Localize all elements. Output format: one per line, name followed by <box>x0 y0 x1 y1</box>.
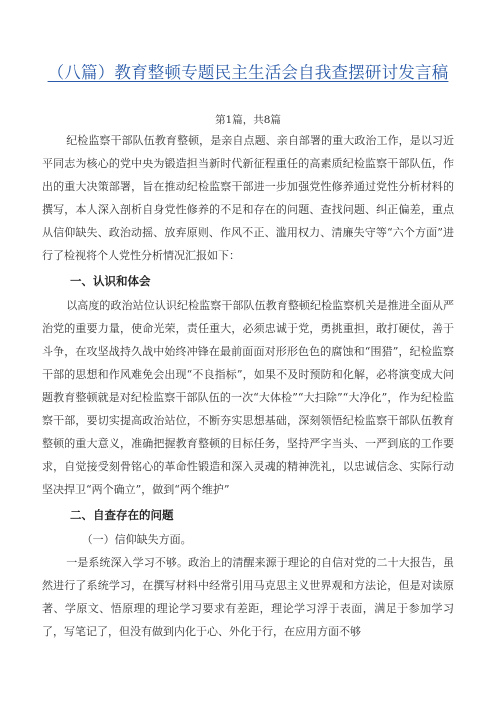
section-heading-1: 一、认识和体会 <box>70 274 151 288</box>
document-title[interactable]: （八篇）教育整顿专题民主生活会自我查摆研讨发言稿 <box>47 63 449 82</box>
section1-paragraph: 以高度的政治站位认识纪检监察干部队伍教育整顿纪检监察机关是推进全面从严治党的重要力量，使命光荣，责任重大，必须忠诚于党，勇挑重担，敢打硬仗，善于斗争，在攻坚战持久战中始终冲锋在最前面面对形形色色的腐蚀和“围猎”，纪检监察干部的思想和作风难免会出现“不良指标”，如果不及时预防和化解，必将演变成大问题教育整顿就是对纪检监察干部队伍的一次“大体检”“大扫除”“大净化”，作为纪检监察干部，要切实提高政治站位，不断夯实思想基础，深刻领悟纪检监察干部队伍教育整顿的重大意义，准确把握教育整顿的目标任务，坚持严字当头、一严到底的工作要求，自觉接受刻骨铭心的革命性锻造和深入灵魂的精神洗礼，以忠诚信念、实际行动坚决捍卫“两个确立”，做到“两个维护” <box>42 299 454 496</box>
intro-paragraph: 纪检监察干部队伍教育整顿，是亲自点题、亲自部署的重大政治工作，是以习近平同志为核心的党中央为锻造担当新时代新征程重任的高素质纪检监察干部队伍，作出的重大决策部署，旨在推动纪检监察干部进一步加强党性修养通过党性分析材料的撰写，本人深入剖析自身党性修养的不足和存在的问题、查找问题、纠正偏差，重点从信仰缺失、政治动摇、放弃原则、作风不正、滥用权力、清廉失守等“六个方面”进行了检视将个人党性分析情况汇报如下： <box>42 134 454 262</box>
page-indicator: 第1篇，共8篇 <box>215 114 281 126</box>
subsection-heading-1: （一）信仰缺失方面。 <box>81 533 192 546</box>
section2-paragraph: 一是系统深入学习不够。政治上的清醒来源于理论的自信对党的二十大报告，虽然进行了系统学习，在撰写材料中经常引用马克思主义世界观和方法论，但是对读原著、学原文、悟原理的理论学习要求有差距，理论学习浮于表面，满足于参加学习了，写笔记了，但没有做到内化于心、外化于行，在应用方面不够 <box>42 556 454 638</box>
section-heading-2: 二、自查存在的问题 <box>70 508 174 522</box>
